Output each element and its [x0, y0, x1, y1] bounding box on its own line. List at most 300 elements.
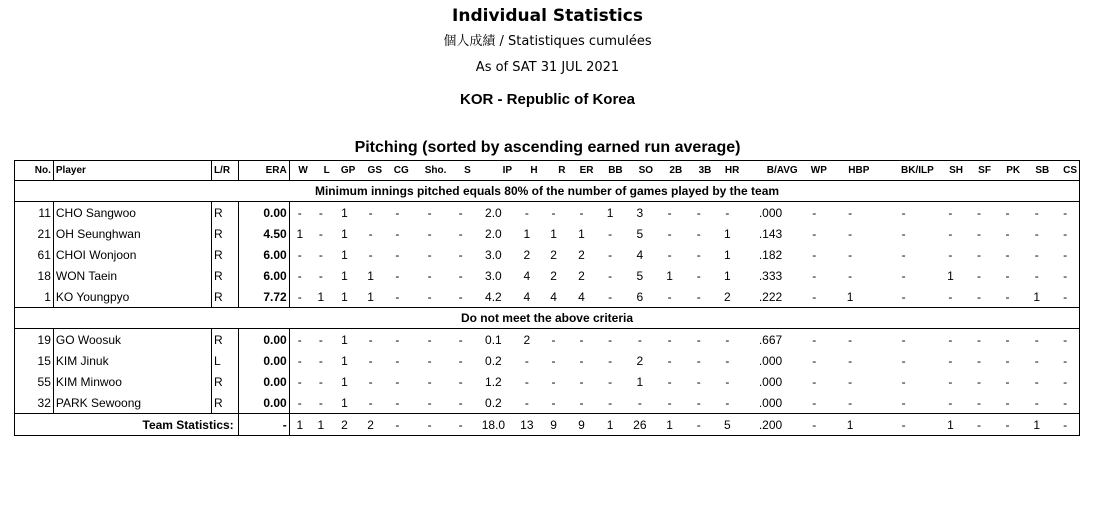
stat-cell: 1 — [341, 374, 348, 389]
stat-cell: - — [395, 247, 400, 262]
stat-cell: - — [936, 286, 965, 308]
player-number: 11 — [15, 202, 54, 224]
player-name: KO Youngpyo — [53, 286, 211, 308]
stat-cell: - — [1005, 374, 1010, 389]
stat-cell: 3.0 — [485, 247, 502, 262]
stat-cell: - — [1034, 226, 1039, 241]
stat-cell: .667 — [758, 332, 783, 347]
stat-cell: 1 — [1022, 286, 1051, 308]
player-number: 32 — [15, 392, 54, 414]
team-total-cell: - — [965, 414, 993, 436]
stat-cell: 1 — [341, 395, 348, 410]
player-row — [15, 350, 1080, 371]
stat-cell: 1 — [341, 247, 348, 262]
player-name: KIM Jinuk — [53, 350, 211, 371]
era-value: 7.72 — [238, 286, 289, 308]
player-hand: R — [211, 286, 238, 308]
stat-cell: - — [318, 247, 323, 262]
stat-cell: - — [696, 332, 701, 347]
stat-cell: 0.2 — [485, 353, 502, 368]
stat-cell: - — [948, 205, 953, 220]
team-name: KOR - Republic of Korea — [459, 91, 635, 108]
stat-cell: - — [297, 268, 302, 283]
stat-cell: - — [696, 268, 701, 283]
stat-cell: 1 — [724, 247, 731, 262]
stat-cell: - — [368, 395, 373, 410]
stat-cell: - — [608, 247, 613, 262]
stat-cell: - — [667, 226, 672, 241]
stat-cell: .143 — [758, 226, 783, 241]
stat-cell: - — [948, 374, 953, 389]
criteria-row — [15, 308, 1080, 329]
player-number: 55 — [15, 371, 54, 392]
stat-cell: - — [1034, 395, 1039, 410]
era-value: 0.00 — [238, 392, 289, 414]
team-total-cell: - — [1051, 414, 1079, 436]
team-total-cell: - — [448, 414, 472, 436]
stat-cell: - — [667, 205, 672, 220]
stat-cell: 4 — [514, 286, 540, 308]
stat-cell: - — [725, 353, 730, 368]
column-header: W — [289, 161, 310, 181]
stat-cell: - — [667, 247, 672, 262]
stat-cell: 1 — [341, 226, 348, 241]
stat-cell: 1 — [357, 286, 384, 308]
player-row — [15, 392, 1080, 414]
era-value: 4.50 — [238, 223, 289, 244]
stat-cell: - — [395, 226, 400, 241]
stat-cell: .000 — [758, 395, 783, 410]
stat-cell: - — [524, 395, 529, 410]
stat-cell: - — [1051, 265, 1079, 286]
stat-cell: - — [427, 205, 432, 220]
stat-cell: - — [318, 353, 323, 368]
stat-cell: - — [901, 332, 906, 347]
column-header: HBP — [829, 161, 872, 181]
stat-cell: - — [458, 374, 463, 389]
player-hand: R — [211, 223, 238, 244]
stat-cell: - — [608, 226, 613, 241]
stat-cell: - — [1051, 329, 1079, 351]
column-header: GP — [332, 161, 358, 181]
stat-cell: - — [725, 205, 730, 220]
stat-cell: - — [297, 353, 302, 368]
stat-cell: 2.0 — [485, 205, 502, 220]
stat-cell: - — [848, 395, 853, 410]
stat-cell: 1 — [310, 286, 332, 308]
team-total-cell: 1 — [655, 414, 684, 436]
stat-cell: - — [976, 374, 981, 389]
stat-cell: 1 — [606, 205, 614, 220]
team-total-cell: 1 — [595, 414, 624, 436]
column-header: L/R — [211, 161, 238, 181]
column-header: HR — [713, 161, 741, 181]
player-number: 15 — [15, 350, 54, 371]
stat-cell: - — [1005, 247, 1010, 262]
stat-cell: 2 — [550, 247, 557, 262]
column-header: L — [310, 161, 332, 181]
stat-cell: - — [1005, 205, 1010, 220]
stat-cell: - — [1051, 350, 1079, 371]
stat-cell: - — [579, 353, 584, 368]
team-total-cell: - — [384, 414, 411, 436]
stat-cell: - — [1005, 332, 1010, 347]
stat-cell: - — [901, 268, 906, 283]
stat-cell: - — [427, 226, 432, 241]
stat-cell: - — [297, 374, 302, 389]
stat-cell: - — [901, 226, 906, 241]
stat-cell: - — [524, 374, 529, 389]
player-row — [15, 329, 1080, 351]
stat-cell: 1 — [523, 226, 531, 241]
stat-cell: - — [812, 353, 817, 368]
section-title: Pitching (sorted by ascending earned run average) — [354, 139, 741, 156]
stat-cell: 1 — [296, 226, 304, 241]
stat-cell: - — [901, 353, 906, 368]
column-header: IP — [473, 161, 514, 181]
team-total-cell: 13 — [514, 414, 540, 436]
criteria-row — [15, 181, 1080, 202]
stat-cell: 0.2 — [485, 395, 502, 410]
stat-cell: - — [368, 332, 373, 347]
player-row — [15, 223, 1080, 244]
stat-cell: - — [384, 286, 411, 308]
team-total-cell: 1 — [829, 414, 872, 436]
stat-cell: 2 — [578, 247, 585, 262]
stat-cell: 1 — [341, 205, 348, 220]
stat-cell: - — [368, 374, 373, 389]
team-total-cell: 1 — [289, 414, 310, 436]
stat-cell: - — [448, 286, 472, 308]
column-header: H — [514, 161, 540, 181]
team-total-cell: 2 — [357, 414, 384, 436]
stat-cell: - — [595, 286, 624, 308]
team-total-cell: - — [800, 414, 829, 436]
team-total-cell: 9 — [540, 414, 568, 436]
player-name: WON Taein — [53, 265, 211, 286]
stat-cell: - — [684, 286, 713, 308]
stat-cell: - — [458, 395, 463, 410]
stat-cell: - — [297, 247, 302, 262]
stat-cell: - — [395, 353, 400, 368]
column-header: SH — [936, 161, 965, 181]
stat-cell: 4 — [523, 268, 531, 283]
stat-cell: - — [608, 332, 613, 347]
stat-cell: - — [608, 268, 613, 283]
stat-cell: - — [848, 374, 853, 389]
team-total-cell: - — [684, 414, 713, 436]
stat-cell: .000 — [758, 353, 783, 368]
player-number: 18 — [15, 265, 54, 286]
stat-cell: 1 — [341, 353, 348, 368]
stat-cell: - — [993, 286, 1022, 308]
stat-cell: - — [848, 268, 853, 283]
stat-cell: - — [901, 205, 906, 220]
column-header: B/AVG — [741, 161, 799, 181]
report-title: Individual Statistics — [452, 6, 643, 26]
stat-cell: 2 — [523, 247, 531, 262]
stat-cell: - — [696, 353, 701, 368]
stat-cell: - — [696, 395, 701, 410]
column-header: PK — [993, 161, 1022, 181]
stat-cell: - — [608, 353, 613, 368]
stat-cell: 2 — [523, 332, 531, 347]
team-total-cell: 1 — [1022, 414, 1051, 436]
stat-cell: .000 — [758, 205, 783, 220]
stat-cell: - — [725, 332, 730, 347]
player-name: KIM Minwoo — [53, 371, 211, 392]
stat-cell: - — [318, 332, 323, 347]
column-header: ER — [568, 161, 596, 181]
stat-cell: - — [318, 205, 323, 220]
stat-cell: - — [1005, 353, 1010, 368]
stat-cell: - — [608, 374, 613, 389]
player-number: 21 — [15, 223, 54, 244]
era-value: 0.00 — [238, 329, 289, 351]
stat-cell: - — [1034, 268, 1039, 283]
column-header: Player — [53, 161, 211, 181]
stat-cell: - — [395, 205, 400, 220]
stat-cell: - — [579, 205, 584, 220]
stat-cell: - — [579, 374, 584, 389]
stat-cell: - — [848, 226, 853, 241]
team-total-cell: 5 — [713, 414, 741, 436]
stat-cell: .000 — [758, 374, 783, 389]
team-totals-label: Team Statistics: — [15, 414, 239, 436]
player-hand: R — [211, 392, 238, 414]
stat-cell: - — [696, 374, 701, 389]
stat-cell: - — [812, 268, 817, 283]
stat-cell: - — [901, 374, 906, 389]
stat-cell: - — [948, 332, 953, 347]
stat-cell: - — [812, 395, 817, 410]
stat-cell: - — [1051, 371, 1079, 392]
stat-cell: - — [1034, 247, 1039, 262]
era-value: 6.00 — [238, 265, 289, 286]
column-header: No. — [15, 161, 54, 181]
team-total-cell: .200 — [741, 414, 799, 436]
criteria-label: Do not meet the above criteria — [15, 308, 1080, 329]
stat-cell: - — [812, 374, 817, 389]
player-row — [15, 244, 1080, 265]
stat-cell: - — [637, 332, 642, 347]
stat-cell: - — [427, 268, 432, 283]
stat-cell: 1 — [578, 226, 585, 241]
stat-cell: 1 — [724, 226, 731, 241]
stat-cell: - — [1034, 374, 1039, 389]
stat-cell: - — [1005, 395, 1010, 410]
stat-cell: - — [667, 395, 672, 410]
stat-cell: - — [551, 205, 556, 220]
stat-cell: - — [976, 353, 981, 368]
era-value: 0.00 — [238, 371, 289, 392]
stat-cell: - — [667, 353, 672, 368]
player-hand: R — [211, 329, 238, 351]
stat-cell: - — [976, 226, 981, 241]
stat-cell: - — [297, 332, 302, 347]
stat-cell: - — [318, 226, 323, 241]
stat-cell: - — [655, 286, 684, 308]
stat-cell: 2 — [578, 268, 585, 283]
stat-cell: 1 — [341, 332, 348, 347]
player-row — [15, 265, 1080, 286]
column-header: BK/ILP — [871, 161, 935, 181]
column-header: SO — [625, 161, 655, 181]
stat-cell: - — [667, 332, 672, 347]
stat-cell: 1 — [724, 268, 731, 283]
stat-cell: - — [871, 286, 935, 308]
stat-cell: - — [1051, 202, 1079, 224]
stat-cell: - — [696, 247, 701, 262]
stat-cell: 4.2 — [473, 286, 514, 308]
stat-cell: 4 — [568, 286, 596, 308]
stat-cell: .333 — [758, 268, 783, 283]
column-header: GS — [357, 161, 384, 181]
column-header: ERA — [238, 161, 289, 181]
player-row — [15, 371, 1080, 392]
stat-cell: - — [848, 205, 853, 220]
stat-cell: - — [427, 332, 432, 347]
era-value: 0.00 — [238, 350, 289, 371]
stat-cell: - — [318, 395, 323, 410]
player-name: OH Seunghwan — [53, 223, 211, 244]
stat-cell: .182 — [758, 247, 783, 262]
stat-cell: 1 — [666, 268, 673, 283]
stat-cell: 4 — [636, 247, 644, 262]
stat-cell: - — [1005, 226, 1010, 241]
stat-cell: - — [524, 205, 529, 220]
stat-cell: - — [696, 205, 701, 220]
stat-cell: - — [667, 374, 672, 389]
stat-cell: - — [395, 374, 400, 389]
stat-cell: - — [976, 332, 981, 347]
stat-cell: - — [976, 395, 981, 410]
stat-cell: - — [812, 332, 817, 347]
stat-cell: - — [976, 268, 981, 283]
column-header: CS — [1051, 161, 1079, 181]
stat-cell: - — [318, 268, 323, 283]
criteria-label: Minimum innings pitched equals 80% of the number of games played by the team — [15, 181, 1080, 202]
stat-cell: 2 — [713, 286, 741, 308]
stat-cell: - — [725, 395, 730, 410]
stat-cell: - — [812, 247, 817, 262]
stat-cell: - — [551, 395, 556, 410]
stat-cell: - — [458, 353, 463, 368]
stat-cell: 1.2 — [485, 374, 502, 389]
player-row — [15, 286, 1080, 308]
team-total-cell: - — [993, 414, 1022, 436]
player-hand: R — [211, 244, 238, 265]
stat-cell: - — [427, 374, 432, 389]
team-total-cell: 9 — [568, 414, 596, 436]
stat-cell: - — [458, 205, 463, 220]
stat-cell: 5 — [636, 226, 644, 241]
pitching-stats-table — [14, 160, 1080, 436]
stat-cell: 1 — [341, 268, 348, 283]
column-header: 3B — [684, 161, 713, 181]
stat-cell: 1 — [636, 374, 644, 389]
stat-cell: - — [637, 395, 642, 410]
column-header: 2B — [655, 161, 684, 181]
team-totals-row — [15, 414, 1080, 436]
player-name: GO Woosuk — [53, 329, 211, 351]
stat-cell: 3.0 — [485, 268, 502, 283]
stat-cell: - — [458, 226, 463, 241]
stat-cell: .222 — [741, 286, 799, 308]
stat-cell: - — [368, 353, 373, 368]
stat-cell: - — [551, 332, 556, 347]
stat-cell: - — [297, 205, 302, 220]
stat-cell: - — [427, 247, 432, 262]
player-hand: R — [211, 371, 238, 392]
team-total-cell: - — [871, 414, 935, 436]
stat-cell: 4 — [540, 286, 568, 308]
stat-cell: 2 — [550, 268, 557, 283]
stat-cell: - — [395, 268, 400, 283]
stat-cell: - — [800, 286, 829, 308]
stat-cell: 2.0 — [485, 226, 502, 241]
stat-cell: - — [411, 286, 449, 308]
stat-cell: - — [948, 226, 953, 241]
player-row — [15, 202, 1080, 224]
stat-cell: - — [976, 205, 981, 220]
report-subtitle: 個人成績 / Statistiques cumulées — [443, 34, 652, 49]
column-header: SF — [965, 161, 993, 181]
stat-cell: - — [458, 332, 463, 347]
stat-cell: - — [848, 247, 853, 262]
stat-cell: - — [948, 247, 953, 262]
player-number: 1 — [15, 286, 54, 308]
column-header: WP — [800, 161, 829, 181]
team-total-cell: 26 — [625, 414, 655, 436]
stat-cell: - — [289, 286, 310, 308]
stat-cell: - — [1005, 268, 1010, 283]
column-header: SB — [1022, 161, 1051, 181]
team-total-cell: 1 — [936, 414, 965, 436]
stat-cell: 6 — [625, 286, 655, 308]
stat-cell: - — [427, 395, 432, 410]
stat-cell: - — [948, 353, 953, 368]
stat-cell: - — [696, 226, 701, 241]
team-total-cell: 1 — [310, 414, 332, 436]
stat-cell: - — [1051, 286, 1079, 308]
stat-cell: 3 — [636, 205, 644, 220]
team-total-cell: 18.0 — [473, 414, 514, 436]
stat-cell: - — [551, 374, 556, 389]
stat-cell: - — [848, 332, 853, 347]
stat-cell: - — [1051, 223, 1079, 244]
stat-cell: - — [725, 374, 730, 389]
player-name: CHO Sangwoo — [53, 202, 211, 224]
player-hand: L — [211, 350, 238, 371]
column-header: CG — [384, 161, 411, 181]
stat-cell: - — [579, 395, 584, 410]
stat-cell: - — [848, 353, 853, 368]
stat-cell: - — [395, 332, 400, 347]
column-header: Sho. — [411, 161, 449, 181]
report-date: As of SAT 31 JUL 2021 — [475, 60, 620, 75]
stat-cell: 1 — [550, 226, 557, 241]
stat-cell: - — [318, 374, 323, 389]
stat-cell: - — [1051, 392, 1079, 414]
player-name: CHOI Wonjoon — [53, 244, 211, 265]
player-hand: R — [211, 202, 238, 224]
stat-cell: 2 — [636, 353, 644, 368]
stat-cell: - — [1034, 205, 1039, 220]
stat-cell: - — [524, 353, 529, 368]
player-hand: R — [211, 265, 238, 286]
column-header: BB — [595, 161, 624, 181]
